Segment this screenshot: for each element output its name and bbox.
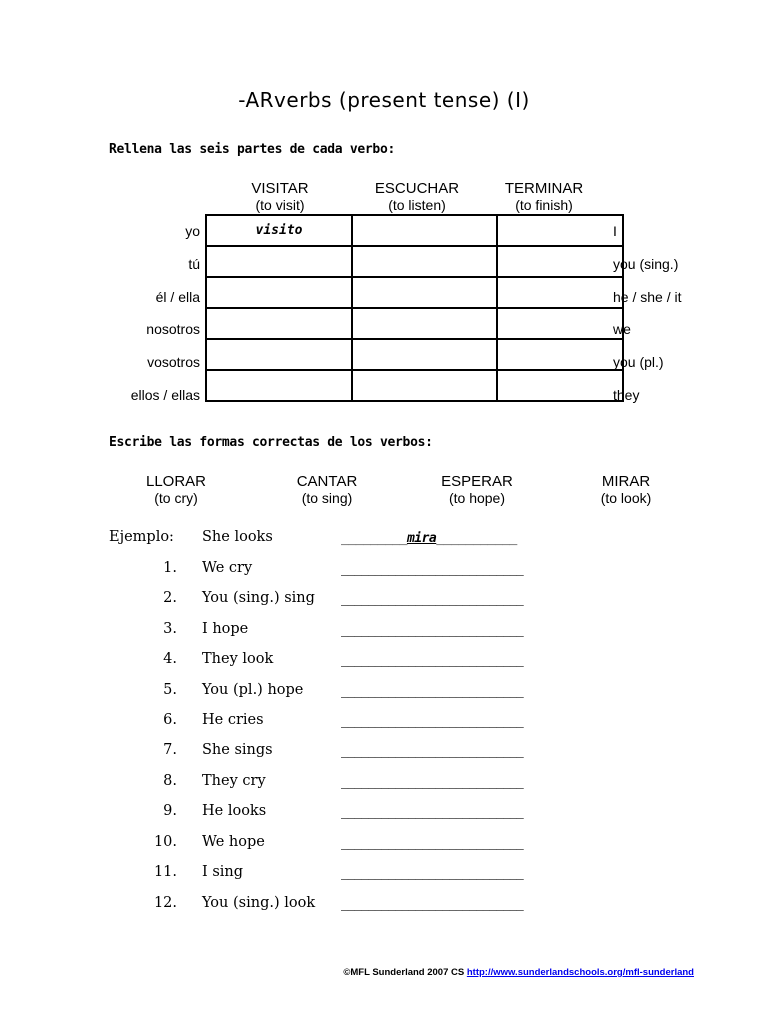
answer-cell[interactable] — [497, 215, 623, 246]
column-heading-escuchar — [352, 180, 482, 214]
exercise-phrase: I hope — [202, 621, 249, 637]
exercise-number: 9. — [163, 803, 177, 819]
exercise-number: 7. — [163, 742, 177, 758]
pronoun-english: you (sing.) — [613, 256, 679, 272]
table-row — [206, 339, 623, 370]
answer-blank[interactable]: ___________________________ — [341, 834, 524, 850]
exercise-phrase: He looks — [202, 803, 267, 819]
verb-heading-esperar — [417, 473, 537, 507]
answer-cell[interactable] — [206, 339, 352, 370]
pronoun-spanish: nosotros — [146, 321, 200, 337]
column-heading-terminar — [480, 180, 608, 214]
blank-line: _________ — [341, 531, 407, 546]
column-verb: ESCUCHAR — [374, 180, 460, 197]
example-phrase: She looks — [202, 529, 273, 545]
answer-cell[interactable] — [206, 370, 352, 401]
exercise-number: 1. — [163, 560, 177, 576]
answer-cell[interactable] — [206, 246, 352, 277]
exercise-phrase: They look — [202, 651, 274, 667]
pronoun-english: you (pl.) — [613, 354, 664, 370]
answer-blank[interactable]: ___________________________ — [341, 864, 524, 880]
answer-blank[interactable]: ___________________________ — [341, 773, 524, 789]
column-translation: (to finish) — [515, 197, 573, 213]
example-answer: mira — [406, 531, 437, 546]
pronoun-english: they — [613, 387, 640, 403]
pronoun-spanish: tú — [188, 256, 200, 272]
exercise-number: 2. — [163, 590, 177, 606]
exercise-phrase: We hope — [202, 834, 265, 850]
answer-blank[interactable]: ___________________________ — [341, 895, 524, 911]
table-row — [206, 246, 623, 277]
answer-blank[interactable]: ___________________________ — [341, 682, 524, 698]
answer-cell[interactable]: visito — [206, 215, 352, 246]
exercise-number: 10. — [153, 834, 177, 850]
verb-translation: (to cry) — [154, 490, 198, 506]
pronoun-english: we — [613, 321, 631, 337]
exercise-number: 6. — [163, 712, 177, 728]
example-label: Ejemplo: — [109, 529, 174, 545]
answer-blank[interactable]: ___________________________ — [341, 590, 524, 606]
column-translation: (to listen) — [388, 197, 446, 213]
answer-cell[interactable] — [497, 339, 623, 370]
answer-cell[interactable] — [352, 370, 497, 401]
column-translation: (to visit) — [255, 197, 305, 213]
table-row — [206, 215, 623, 246]
answer-cell[interactable] — [352, 246, 497, 277]
exercise-phrase: She sings — [202, 742, 273, 758]
verb-heading-llorar — [116, 473, 236, 507]
exercise-phrase: I sing — [202, 864, 244, 880]
verb-name: ESPERAR — [441, 473, 513, 490]
table-row — [206, 277, 623, 308]
pronoun-spanish: ellos / ellas — [130, 387, 200, 403]
verb-name: MIRAR — [601, 473, 651, 490]
table-row — [206, 370, 623, 401]
column-verb: TERMINAR — [504, 180, 584, 197]
answer-cell[interactable] — [497, 308, 623, 339]
exercise-phrase: You (sing.) look — [202, 895, 316, 911]
column-verb: VISITAR — [251, 180, 309, 197]
footer — [343, 967, 694, 978]
pronoun-spanish: yo — [185, 223, 200, 239]
footer-link[interactable]: http://www.sunderlandschools.org/mfl-sunderland — [466, 967, 694, 978]
exercise-phrase: He cries — [202, 712, 264, 728]
exercise-phrase: You (pl.) hope — [202, 682, 304, 698]
exercise-phrase: You (sing.) sing — [202, 590, 315, 606]
verb-heading-mirar — [566, 473, 686, 507]
pronoun-spanish: él / ella — [155, 289, 200, 305]
answer-cell[interactable] — [206, 308, 352, 339]
verb-translation: (to look) — [600, 490, 652, 506]
answer-cell[interactable] — [352, 277, 497, 308]
answer-blank[interactable]: ___________________________ — [341, 742, 524, 758]
answer-cell[interactable] — [352, 339, 497, 370]
answer-cell[interactable] — [352, 215, 497, 246]
page-title: -ARverbs (present tense) (I) — [238, 88, 530, 112]
verb-translation: (to sing) — [301, 490, 353, 506]
example-answer-line — [341, 531, 517, 546]
copyright-text: ©MFL Sunderland 2007 CS — [343, 967, 465, 978]
table-row — [206, 308, 623, 339]
exercise-number: 12. — [153, 895, 177, 911]
exercise-number: 4. — [163, 651, 177, 667]
exercise-phrase: We cry — [202, 560, 253, 576]
answer-cell[interactable] — [497, 370, 623, 401]
answer-cell[interactable] — [497, 277, 623, 308]
answer-blank[interactable]: ___________________________ — [341, 651, 524, 667]
verb-name: CANTAR — [296, 473, 358, 490]
section2-instruction: Escribe las formas correctas de los verbos: — [109, 435, 433, 450]
exercise-number: 11. — [153, 864, 177, 880]
exercise-number: 3. — [163, 621, 177, 637]
pronoun-english: he / she / it — [613, 289, 682, 305]
blank-line: ___________ — [436, 531, 517, 546]
pronoun-spanish: vosotros — [147, 354, 200, 370]
answer-blank[interactable]: ___________________________ — [341, 560, 524, 576]
verb-name: LLORAR — [145, 473, 207, 490]
pronoun-english: I — [613, 223, 617, 239]
exercise-number: 5. — [163, 682, 177, 698]
answer-blank[interactable]: ___________________________ — [341, 803, 524, 819]
answer-cell[interactable] — [206, 277, 352, 308]
column-heading-visitar — [205, 180, 355, 214]
section1-instruction: Rellena las seis partes de cada verbo: — [109, 142, 396, 157]
conjugation-table — [205, 214, 624, 402]
verb-heading-cantar — [267, 473, 387, 507]
verb-translation: (to hope) — [448, 490, 506, 506]
answer-cell[interactable] — [352, 308, 497, 339]
answer-blank[interactable]: ___________________________ — [341, 621, 524, 637]
answer-cell[interactable] — [497, 246, 623, 277]
answer-blank[interactable]: ___________________________ — [341, 712, 524, 728]
exercise-number: 8. — [163, 773, 177, 789]
exercise-phrase: They cry — [202, 773, 266, 789]
